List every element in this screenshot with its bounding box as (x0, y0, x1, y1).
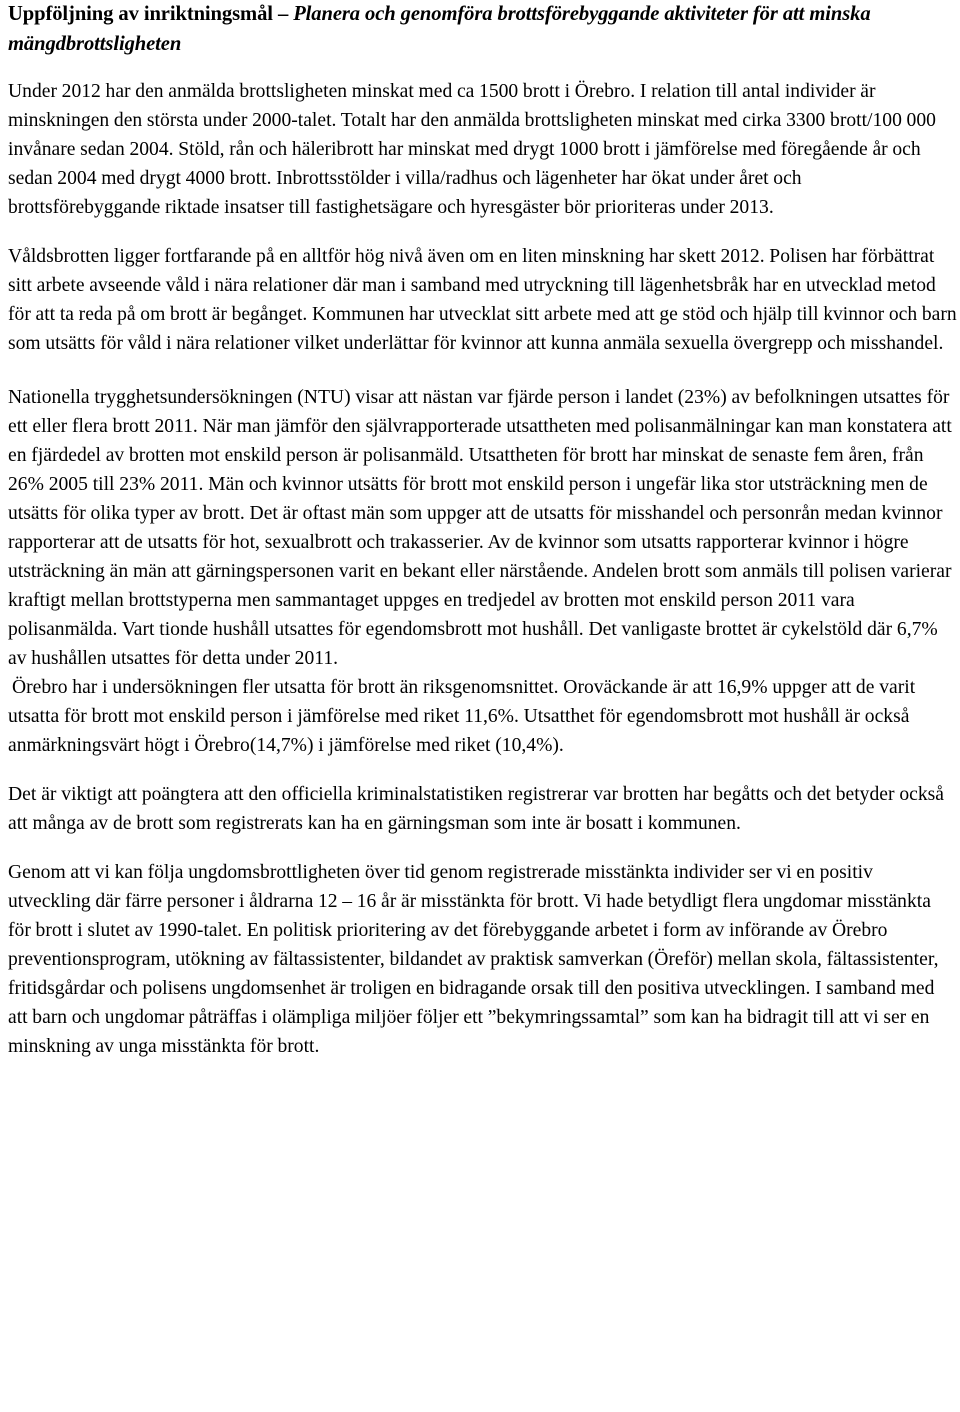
spacer (8, 59, 958, 77)
paragraph-ntu-survey: Nationella trygghetsundersökningen (NTU) visar att nästan var fjärde person i landet (23%) av befolkningen utsattes för ett eller flera brott 2011. När man jämför den självrapporterade utsattheten med polisanmälningar kan man konstatera att en fjärdedel av brotten mot enskild person är polisanmäld. Utsattheten för brott har minskat de senaste fem åren, från 26% 2005 till 23% 2011. Män och kvinnor utsätts för brott mot enskild person i ungefär lika stor utsträckning men de utsätts för olika typer av brott. Det är oftast män som uppger att de utsatts för misshandel och personrån medan kvinnor rapporterar att de utsatts för hot, sexualbrott och trakasserier. Av de kvinnor som utsatts rapporterar kvinnor i högre utsträckning än män att gärningspersonen varit en bekant eller närstående. Andelen brott som anmäls till polisen varierar kraftigt mellan brottstyperna men sammantaget uppges en tredjedel av brotten mot enskild person 2011 vara polisanmälda. Vart tionde hushåll utsattes för egendomsbrott mot hushåll. Det vanligaste brottet är cykelstöld där 6,7% av hushållen utsattes för detta under 2011. (8, 387, 952, 669)
section-heading (8, 0, 958, 59)
spacer (8, 838, 958, 858)
heading-subtitle: Planera och genomföra brottsförebyggande aktiviteter för att minska mängdbrottsligheten (8, 3, 871, 55)
paragraph-crime-statistics: Under 2012 har den anmälda brottsligheten minskat med ca 1500 brott i Örebro. I relation till antal individer är minskningen den största under 2000-talet. Totalt har den anmälda brottsligheten minskat med cirka 3300 brott/100 000 invånare sedan 2004. Stöld, rån och häleribrott har minskat med drygt 1000 brott i jämförelse med föregående år och sedan 2004 med drygt 4000 brott. Inbrottsstölder i villa/radhus och lägenheter har ökat under året och brottsförebyggande riktade insatser till fastighetsägare och hyresgäster bör prioriteras under 2013. (8, 81, 936, 218)
paragraph-official-statistics: Det är viktigt att poängtera att den officiella kriminalstatistiken registrerar var brotten har begåtts och det betyder också att många av de brott som registrerats kan ha en gärningsman som inte är bosatt i kommunen. (8, 784, 944, 834)
paragraph-youth-crime: Genom att vi kan följa ungdomsbrottligheten över tid genom registrerade misstänkta individer ser vi en positiv utveckling där färre personer i åldrarna 12 – 16 år är misstänkta för brott. Vi hade betydligt flera ungdomar misstänkta för brott i slutet av 1990-talet. En politisk prioritering av det förebyggande arbetet i form av införande av Örebro preventionsprogram, utökning av fältassistenter, bildandet av praktisk samverkan (Öreför) mellan skola, fältassistenter, fritidsgårdar och polisens ungdomsenhet är troligen en bidragande orsak till den positiva utvecklingen. I samband med att barn och ungdomar påträffas i olämpliga miljöer följer ett ”bekymringssamtal” som kan ha bidragit till att vi ser en minskning av unga misstänkta för brott. (8, 862, 939, 1057)
spacer (8, 222, 958, 242)
spacer (8, 760, 958, 780)
heading-lead: Uppföljning av inriktningsmål – (8, 3, 294, 25)
paragraph-violent-crime: Våldsbrotten ligger fortfarande på en alltför hög nivå även om en liten minskning har skett 2012. Polisen har förbättrat sitt arbete avseende våld i nära relationer där man i samband med utryckning till lägenhetsbråk har en utvecklad metod för att ta reda på om brott är begånget. Kommunen har utvecklat sitt arbete med att ge stöd och hjälp till kvinnor och barn som utsätts för våld i nära relationer vilket underlättar för kvinnor att kunna anmäla sexuella övergrepp och misshandel. (8, 246, 957, 354)
document-page (8, 0, 958, 1061)
paragraph-orebro-comparison: Örebro har i undersökningen fler utsatta för brott än riksgenomsnittet. Oroväckande är att 16,9% uppger att de varit utsatta för brott mot enskild person i jämförelse med riket 11,6%. Utsatthet för egendomsbrott mot hushåll är också anmärkningsvärt högt i Örebro(14,7%) i jämförelse med riket (10,4%). (8, 677, 916, 756)
spacer (8, 358, 958, 383)
